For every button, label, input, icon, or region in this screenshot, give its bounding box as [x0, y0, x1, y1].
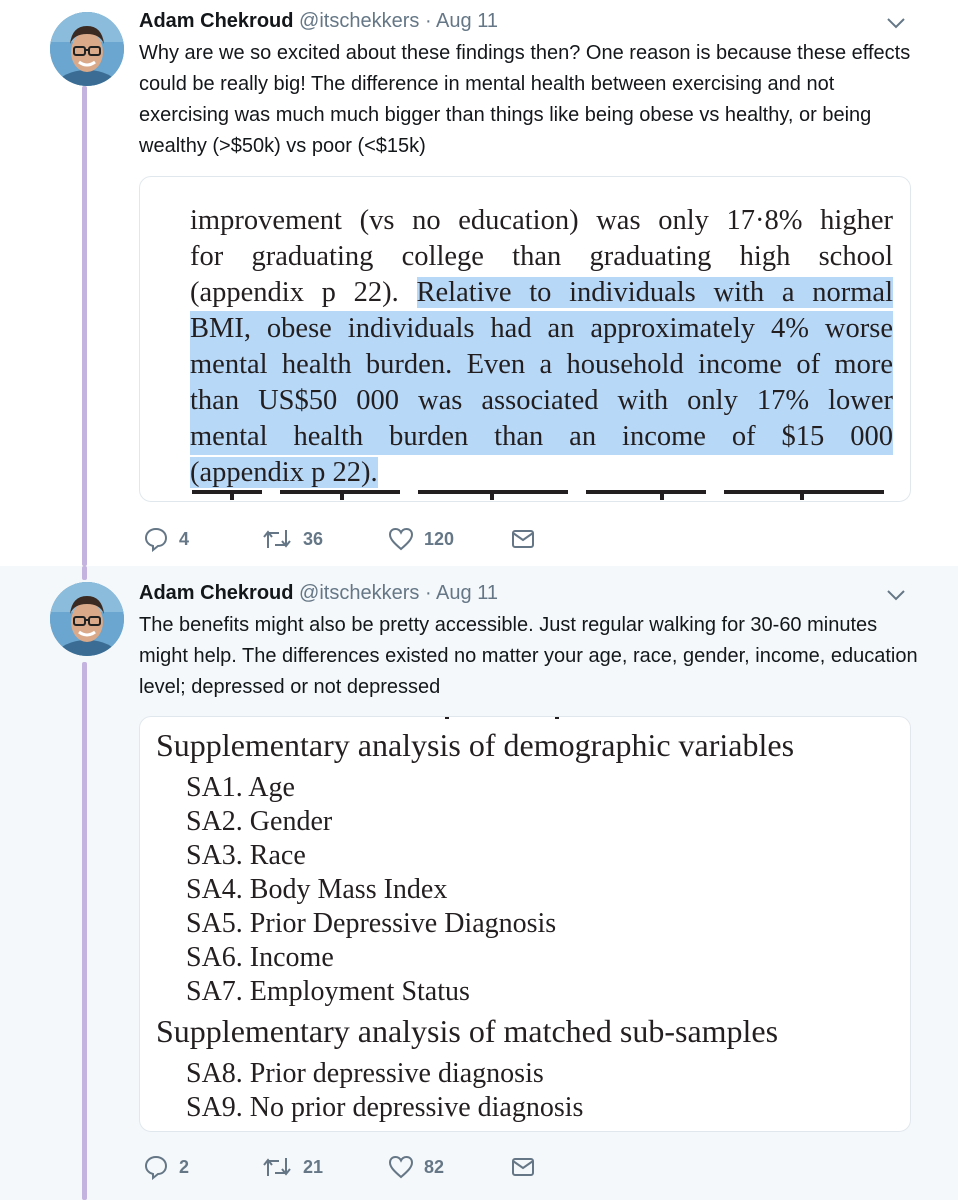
like-button[interactable] — [388, 524, 454, 554]
direct-message-button[interactable] — [510, 524, 536, 554]
supplementary-item: SA4. Body Mass Index — [186, 874, 448, 905]
tweet[interactable] — [0, 566, 958, 1200]
reply-count: 4 — [179, 528, 190, 549]
tweet-date[interactable]: · Aug 11 — [424, 10, 498, 32]
cutoff-heading-fragment — [385, 716, 615, 719]
supplementary-item: SA6. Income — [186, 942, 334, 973]
author-handle[interactable]: @itschekkers — [299, 582, 420, 604]
excerpt-line: (appendix p 22). Relative to individuals with a normal — [190, 277, 893, 308]
chevron-down-icon[interactable] — [886, 589, 906, 601]
reply-count: 2 — [179, 1156, 190, 1177]
paper-excerpt — [190, 203, 893, 491]
like-button[interactable] — [388, 1152, 444, 1182]
tweet-actions — [139, 524, 559, 554]
tweet-media-supplementary[interactable] — [139, 716, 911, 1132]
supplementary-item: SA7. Employment Status — [186, 976, 470, 1007]
excerpt-line: for graduating college than graduating high school — [190, 241, 893, 272]
reply-button[interactable] — [143, 524, 189, 554]
supplementary-item: SA3. Race — [186, 840, 306, 871]
author-handle[interactable]: @itschekkers — [299, 10, 420, 32]
like-count: 120 — [424, 528, 455, 549]
excerpt-line: improvement (vs no education) was only 17·8% higher — [190, 205, 893, 236]
excerpt-line: (appendix p 22). — [190, 457, 378, 488]
tweet-date[interactable]: · Aug 11 — [424, 582, 498, 604]
excerpt-line: mental health burden than an income of $15 000 — [190, 419, 893, 455]
author-name[interactable]: Adam Chekroud — [139, 10, 294, 32]
tweet-text: The benefits might also be pretty accessible. Just regular walking for 30-60 minutes might help. The differences existed no matter your age, race, gender, income, education level; depressed or not depressed — [139, 614, 918, 698]
retweet-icon — [261, 1154, 293, 1180]
retweet-icon — [261, 526, 293, 552]
direct-message-icon — [510, 1154, 536, 1180]
like-icon — [388, 1154, 414, 1180]
tweet-header — [139, 582, 498, 605]
supplementary-item: SA8. Prior depressive diagnosis — [186, 1058, 544, 1089]
like-count: 82 — [424, 1156, 445, 1177]
like-icon — [388, 526, 414, 552]
reply-icon — [143, 526, 169, 552]
retweet-button[interactable] — [261, 1152, 323, 1182]
supplementary-heading: Supplementary analysis of matched sub-samples — [156, 1013, 779, 1049]
reply-button[interactable] — [143, 1152, 189, 1182]
retweet-button[interactable] — [261, 524, 323, 554]
supplementary-item: SA2. Gender — [186, 806, 333, 837]
thread-connector — [82, 566, 87, 580]
tweet-actions — [139, 1152, 559, 1182]
supplementary-item: SA9. No prior depressive diagnosis — [186, 1092, 584, 1123]
author-avatar[interactable] — [50, 12, 124, 86]
supplementary-item: SA1. Age — [186, 772, 295, 803]
author-avatar[interactable] — [50, 582, 124, 656]
supplementary-heading: Supplementary analysis of demographic variables — [156, 727, 795, 763]
excerpt-cutoff-line — [190, 490, 893, 502]
direct-message-icon — [510, 526, 536, 552]
retweet-count: 36 — [303, 528, 324, 549]
excerpt-line: mental health burden. Even a household income of more — [190, 347, 893, 383]
excerpt-line: BMI, obese individuals had an approximately 4% worse — [190, 311, 893, 347]
chevron-down-icon[interactable] — [886, 17, 906, 29]
tweet-header — [139, 10, 498, 33]
direct-message-button[interactable] — [510, 1152, 536, 1182]
tweet-media-excerpt[interactable] — [139, 176, 911, 502]
supplementary-item: SA5. Prior Depressive Diagnosis — [186, 908, 557, 939]
tweet-text: Why are we so excited about these findings then? One reason is because these effects could be really big! The difference in mental health between exercising and not exercising was much much bigger than things like being obese vs healthy, or being wealthy (>$50k) vs poor (<$15k) — [139, 42, 911, 157]
retweet-count: 21 — [303, 1156, 324, 1177]
thread-connector — [82, 86, 87, 566]
author-name[interactable]: Adam Chekroud — [139, 582, 294, 604]
excerpt-line: than US$50 000 was associated with only 17% lower — [190, 383, 893, 419]
reply-icon — [143, 1154, 169, 1180]
tweet[interactable] — [0, 0, 958, 566]
thread-connector — [82, 662, 87, 1200]
